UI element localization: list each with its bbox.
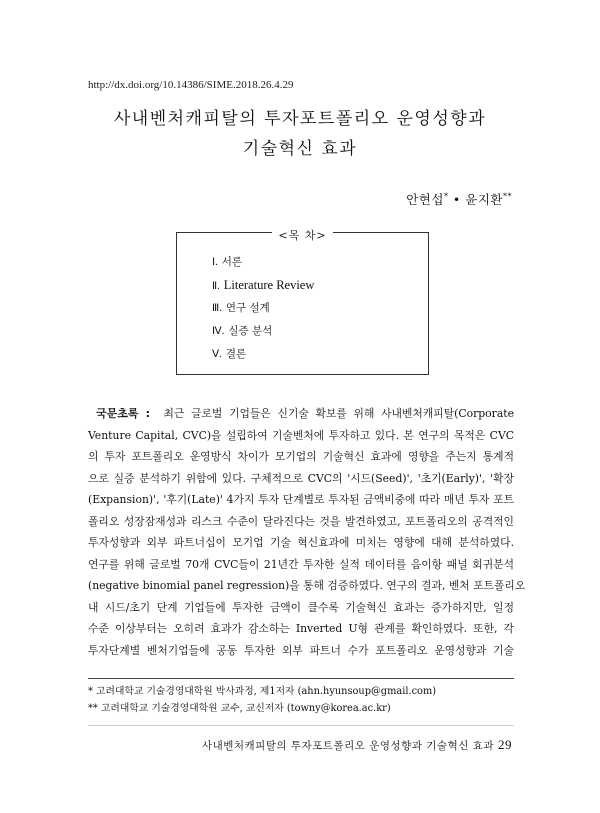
korean-abstract (88, 403, 526, 661)
abstract-line: 으로 실증 분석하기 위함에 있다. 구체적으로 CVC의 '시드(Seed)', '초기(Early)', '확장 (88, 471, 514, 485)
abstract-label: 국문초록 : (96, 407, 151, 420)
table-of-contents (176, 229, 429, 375)
abstract-line: (Expansion)', '후기(Late)' 4가지 투자 단계별로 투자된 금액비중에 따라 매년 투자 포트 (88, 493, 514, 506)
paper-title-line-2: 기술혁신 효과 (242, 139, 358, 159)
toc-heading: <목 차> (272, 229, 332, 242)
footnotes (88, 683, 436, 717)
abstract-line: 투자단계별 벤처기업들에 공동 투자한 외부 파트너 수가 포트폴리오 운영성향과 기술 (88, 643, 514, 657)
abstract-line: Venture Capital, CVC)을 설립하여 기술벤처에 투자하고 있다. 본 연구의 목적은 CVC (88, 428, 514, 442)
abstract-line: (negative binomial panel regression)을 통해 검증하였다. 연구의 결과, 벤처 포트폴리오 (88, 579, 526, 592)
footnote-divider (88, 678, 514, 679)
abstract-line: 국문초록 : 최근 글로벌 기업들은 신기술 확보를 위해 사내벤처캐피탈(Corporate (96, 407, 515, 420)
doi-link[interactable]: http://dx.doi.org/10.14386/SIME.2018.26.4.29 (88, 79, 294, 91)
running-title: 사내벤처캐피탈의 투자포트폴리오 운영성향과 기술혁신 효과 (201, 740, 494, 752)
toc-list (212, 253, 314, 368)
abstract-line: 투자성향과 외부 파트너십이 모기업 기술 혁신효과에 미치는 영향에 대해 분석하였다. (88, 536, 514, 549)
footnote-item: ** 고려대학교 기술경영대학원 교수, 교신저자 (towny@korea.ac.kr) (88, 703, 391, 714)
abstract-line: 의 투자 포트폴리오 운영방식 차이가 모기업의 기술혁신 효과에 영향을 주는지 통계적 (88, 450, 514, 463)
footer-divider (88, 725, 514, 726)
abstract-line: 연구를 위해 글로벌 70개 CVC들이 21년간 투자한 실적 데이터를 음이항 패널 회귀분석 (88, 557, 514, 571)
toc-item: Ⅱ. Literature Review (212, 278, 315, 292)
abstract-line: 내 시드/초기 단계 기업들에 투자한 금액이 클수록 기술혁신 효과는 증가하지만, 일정 (88, 600, 514, 614)
author-1-mark: * (443, 191, 449, 201)
running-footer (202, 737, 512, 753)
author-line (406, 190, 512, 208)
abstract-line: 폴리오 성장잠재성과 리스크 수준이 달라진다는 것을 발견하였고, 포트폴리오의 공격적인 (88, 514, 514, 528)
author-2-mark: ** (503, 191, 512, 201)
author-separator: • (448, 192, 466, 207)
toc-item: Ⅴ. 결론 (212, 348, 247, 360)
footnote-item: * 고려대학교 기술경영대학원 박사과정, 제1저자 (ahn.hyunsoup@gmail.com) (88, 686, 437, 697)
author-2: 윤지환 (465, 192, 503, 207)
toc-item: Ⅰ. 서론 (212, 256, 243, 268)
abstract-line: 수준 이상부터는 오히려 효과가 감소하는 Inverted U형 관계를 확인하였다. 또한, 각 (88, 622, 514, 635)
toc-item: Ⅲ. 연구 설계 (212, 302, 270, 314)
toc-item: Ⅳ. 실증 분석 (212, 325, 273, 337)
author-1: 안현섭 (406, 192, 444, 207)
paper-title-line-1: 사내벤처캐피탈의 투자포트폴리오 운영성향과 (113, 109, 487, 129)
page-number: 29 (498, 737, 512, 752)
